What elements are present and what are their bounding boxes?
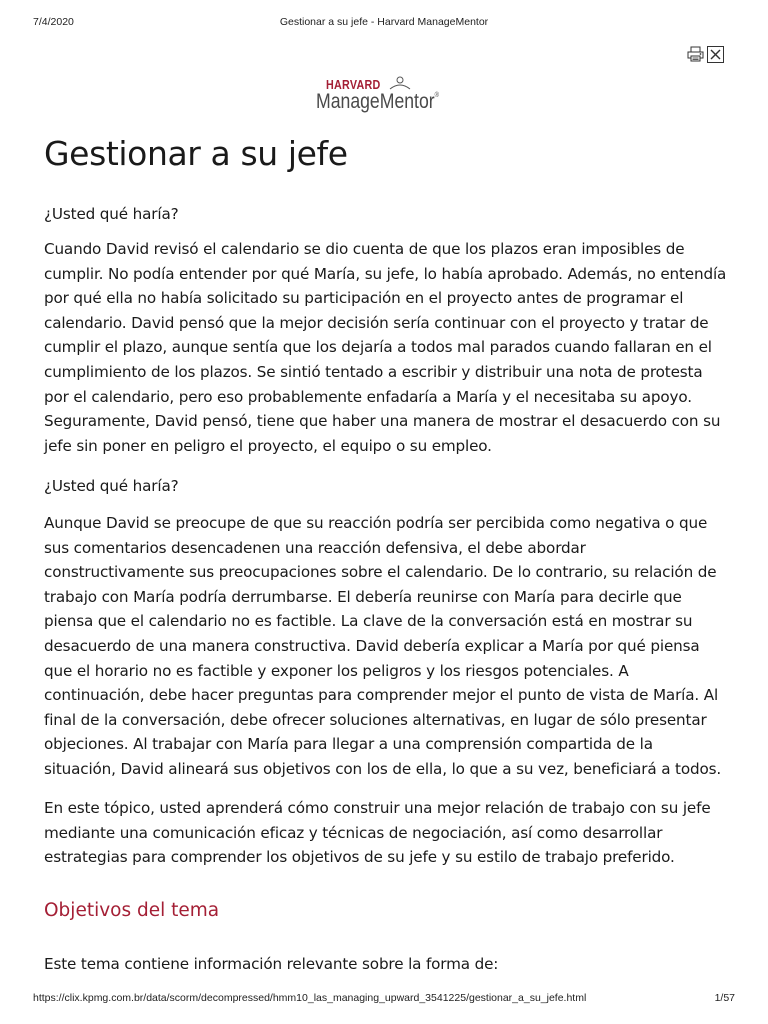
- page-url: https://clix.kpmg.com.br/data/scorm/decompressed/hmm10_las_managing_upward_3541225/gestionar_a_su_jefe.html: [33, 992, 587, 1004]
- close-icon: [707, 46, 724, 63]
- logo-brand: HARVARD: [326, 78, 381, 92]
- print-page-title: Gestionar a su jefe - Harvard ManageMentor: [279, 16, 489, 28]
- page-title: Gestionar a su jefe: [44, 134, 348, 173]
- page-number: 1/57: [714, 992, 735, 1004]
- question-heading: ¿Usted qué haría?: [44, 477, 179, 495]
- logo-product: ManageMentor®: [316, 90, 439, 113]
- objectives-heading: Objetivos del tema: [44, 900, 220, 921]
- topic-intro-paragraph: En este tópico, usted aprenderá cómo construir una mejor relación de trabajo con su jefe mediante una comunicación eficaz y técnicas de negociación, así como desarrollar estrategias para comprender los objetivos de su jefe y su estilo de trabajo preferido.: [44, 799, 711, 867]
- objectives-intro: Este tema contiene información relevante sobre la forma de:: [44, 955, 499, 973]
- print-date: 7/4/2020: [33, 16, 74, 28]
- scenario-paragraph: Cuando David revisó el calendario se dio cuenta de que los plazos eran imposibles de cumplir. No podía entender por qué María, su jefe, lo había aprobado. Además, no entendía por qué ella no había solicitado su participación en el proyecto antes de programar el calendario. David pensó que la mejor decisión sería continuar con el proyecto y tratar de cumplir el plazo, aunque sentía que los dejaría a todos mal parados cuando fallaran en el cumplimiento de los plazos. Se sintió tentado a escribir y distribuir una nota de protesta por el calendario, pero eso probablemente enfadaría a María y el necesitaba su apoyo. Seguramente, David pensó, tiene que haber una manera de mostrar el desacuerdo con su jefe sin poner en peligro el proyecto, el equipo o su empleo.: [44, 240, 727, 455]
- question-heading: ¿Usted qué haría?: [44, 205, 179, 223]
- print-header: [0, 16, 768, 30]
- printer-icon: [687, 46, 704, 62]
- harvard-managementor-logo: [316, 74, 458, 118]
- toolbar: [686, 45, 724, 63]
- print-footer: [0, 992, 768, 1006]
- close-button[interactable]: [706, 45, 724, 63]
- print-button[interactable]: [686, 45, 704, 63]
- answer-paragraph: Aunque David se preocupe de que su reacción podría ser percibida como negativa o que sus comentarios desencadenen una reacción defensiva, el debe abordar constructivamente sus preocupaciones sobre el calendario. De lo contrario, su relación de trabajo con María podría derrumbarse. El debería reunirse con María para decirle que piensa que el calendario no es factible. La clave de la conversación está en mostrar su desacuerdo de una manera constructiva. David debería explicar a María por qué piensa que el horario no es factible y exponer los peligros y los riesgos potenciales. A continuación, debe hacer preguntas para comprender mejor el punto de vista de María. Al final de la conversación, debe ofrecer soluciones alternativas, en lugar de sólo presentar objeciones. Al trabajar con María para llegar a una comprensión compartida de la situación, David alineará sus objetivos con los de ella, lo que a su vez, beneficiará a todos.: [44, 514, 722, 778]
